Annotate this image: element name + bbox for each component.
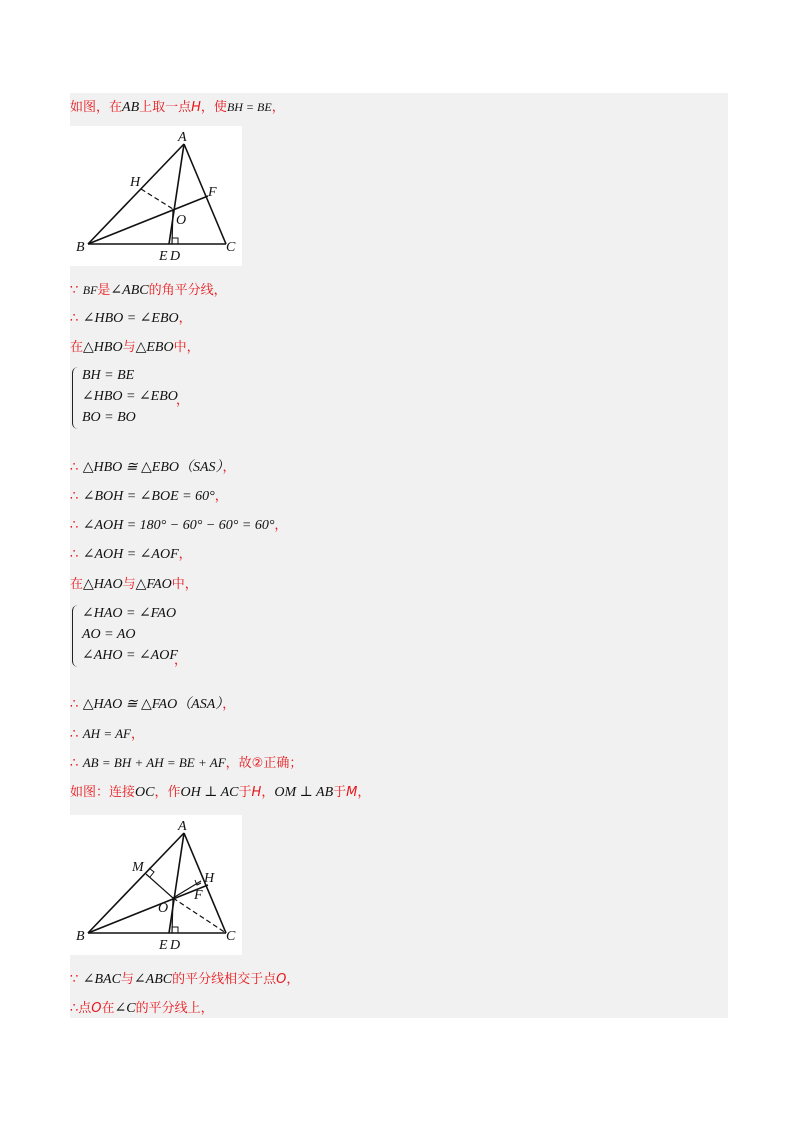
perp-oh-ac: OH ⊥ AC: [180, 785, 239, 800]
intro-line: [70, 97, 285, 118]
congruence-asa: [70, 694, 235, 715]
side-ab: [88, 833, 184, 933]
therefore-symbol: ∴: [70, 1001, 79, 1016]
reason-bf-bisector: [70, 280, 227, 301]
conclusion-o-on-bisector: [70, 998, 214, 1019]
therefore-symbol: ∴: [70, 547, 79, 562]
text-make: ，作: [154, 785, 181, 800]
label-c: C: [226, 240, 236, 255]
congruence-sas: [70, 457, 236, 478]
label-h: H: [130, 175, 141, 190]
intro-text-mid: 上取一点: [139, 100, 192, 115]
segment-bf: BF: [82, 283, 98, 297]
punct: ，: [357, 785, 371, 800]
segment-oc: OC: [135, 785, 155, 800]
triangle-ebo: △EBO: [135, 340, 174, 355]
punct: ，: [214, 489, 228, 504]
intro-text-post: ，使: [200, 100, 227, 115]
side-ac: [184, 144, 226, 244]
system-row-3: BO = BO: [82, 410, 136, 425]
system-row-3: ∠AHO = ∠AOF: [82, 648, 178, 663]
equation-system-1: [70, 365, 270, 431]
side-ab: [88, 144, 187, 244]
label-d: D: [170, 249, 181, 264]
label-o: O: [158, 901, 169, 916]
label-o: O: [176, 213, 187, 228]
therefore-symbol: ∴: [70, 489, 79, 504]
right-angle-mark: [172, 238, 178, 244]
triangle-comparison-1: [70, 337, 200, 358]
system-row-2: AO = AO: [82, 627, 136, 642]
text-in: 在: [70, 340, 84, 355]
therefore-symbol: ∴: [70, 311, 79, 326]
system-row-1: BH = BE: [82, 368, 135, 383]
intro-text: 如图，在: [70, 100, 123, 115]
label-b: B: [76, 240, 85, 255]
bisector-text: 的角平分线，: [148, 283, 227, 298]
text-and: 与: [120, 972, 134, 987]
bisector-ae: [169, 144, 187, 244]
step-boh: [70, 486, 228, 507]
text-is: 是: [97, 283, 111, 298]
segment-ab: AB: [122, 100, 140, 115]
brace: [72, 367, 81, 429]
text-on: 在: [101, 1001, 115, 1016]
therefore-symbol: ∴: [70, 697, 79, 712]
point-o: O: [276, 972, 287, 987]
angle-c: ∠C: [114, 1001, 136, 1016]
equation: △HAO ≅ △FAO（ASA）: [82, 697, 223, 712]
step-ah-af: [70, 724, 144, 745]
label-h: H: [204, 871, 215, 886]
label-a: A: [178, 130, 187, 145]
label-f: F: [208, 185, 217, 200]
triangle-hbo: △HBO: [83, 340, 123, 355]
punct: ，: [222, 697, 236, 712]
text-at: 于: [238, 785, 252, 800]
label-m: M: [132, 860, 144, 875]
step-ab-sum: [70, 753, 302, 774]
label-d: D: [170, 938, 181, 953]
step-aoh: [70, 515, 287, 536]
equation-system-2: [70, 603, 270, 669]
perp-om-ab: OM ⊥ AB: [274, 785, 334, 800]
punct: ，: [174, 653, 188, 668]
punct: ，: [274, 518, 288, 533]
label-e: E: [159, 938, 168, 953]
triangle-comparison-2: [70, 574, 198, 595]
equation: ∠AOH = ∠AOF: [82, 547, 179, 562]
text-at: 于: [333, 785, 347, 800]
text-and: 与: [122, 340, 136, 355]
bisector-bf: [88, 196, 208, 244]
text-point: 点: [78, 1001, 92, 1016]
punct: ，: [286, 972, 300, 987]
dashed-oh: [141, 189, 173, 209]
angle-bac: ∠BAC: [82, 972, 121, 987]
brace: [72, 605, 81, 667]
label-f: F: [194, 888, 203, 903]
text-connect: 如图：连接: [70, 785, 136, 800]
punct: ，: [261, 785, 275, 800]
equation: ∠AOH = 180° − 60° − 60° = 60°: [82, 518, 275, 533]
step-angle-equal: [70, 308, 192, 329]
therefore-symbol: ∴: [70, 756, 79, 771]
label-c: C: [226, 929, 236, 944]
punct: ，: [178, 311, 192, 326]
therefore-symbol: ∴: [70, 727, 79, 742]
perpendicular-om: [146, 874, 173, 898]
punct: ，: [178, 547, 192, 562]
therefore-symbol: ∴: [70, 518, 79, 533]
equation: △HBO ≅ △EBO（SAS）: [82, 460, 223, 475]
text-end: 中，: [171, 577, 198, 592]
system-row-1: ∠HAO = ∠FAO: [82, 606, 177, 621]
text-end: 中，: [173, 340, 200, 355]
point-h: H: [251, 785, 262, 800]
point-m: M: [346, 785, 358, 800]
system-row-2: ∠HBO = ∠EBO: [82, 389, 178, 404]
punct: ，: [222, 460, 236, 475]
label-a: A: [178, 819, 187, 834]
conclusion-text: ，故②正确；: [225, 756, 303, 771]
label-e: E: [159, 249, 168, 264]
triangle-figure-2: [70, 815, 242, 955]
equation: AH = AF: [82, 726, 131, 741]
because-symbol: ∵: [70, 283, 79, 298]
label-b: B: [76, 929, 85, 944]
because-symbol: ∵: [70, 972, 79, 987]
bisector-ae: [169, 833, 184, 933]
punct: ，: [130, 727, 144, 742]
equation: ∠BOH = ∠BOE = 60°: [82, 489, 215, 504]
triangle-fao: △FAO: [135, 577, 172, 592]
punct: ，: [271, 100, 285, 115]
equation-bh-be: BH = BE: [226, 100, 272, 114]
bisector-text: 的平分线相交于点: [172, 972, 277, 987]
point-h: H: [191, 100, 201, 115]
therefore-symbol: ∴: [70, 460, 79, 475]
text-in: 在: [70, 577, 84, 592]
solution-page: [70, 93, 728, 1018]
right-angle-mark-d: [172, 927, 178, 933]
triangle-hao: △HAO: [83, 577, 123, 592]
equation: AB = BH + AH = BE + AF: [82, 755, 226, 770]
step-aoh-aof: [70, 544, 192, 565]
reason-bisectors-meet: [70, 969, 299, 990]
angle-abc: ∠ABC: [133, 972, 173, 987]
construction-line: [70, 782, 370, 803]
angle-abc: ∠ABC: [110, 283, 149, 298]
bisector-text: 的平分线上，: [135, 1001, 214, 1016]
point-o: O: [91, 1001, 102, 1016]
triangle-figure-1: [70, 126, 242, 266]
equation: ∠HBO = ∠EBO: [82, 311, 179, 326]
text-and: 与: [122, 577, 136, 592]
punct: ，: [176, 393, 190, 408]
